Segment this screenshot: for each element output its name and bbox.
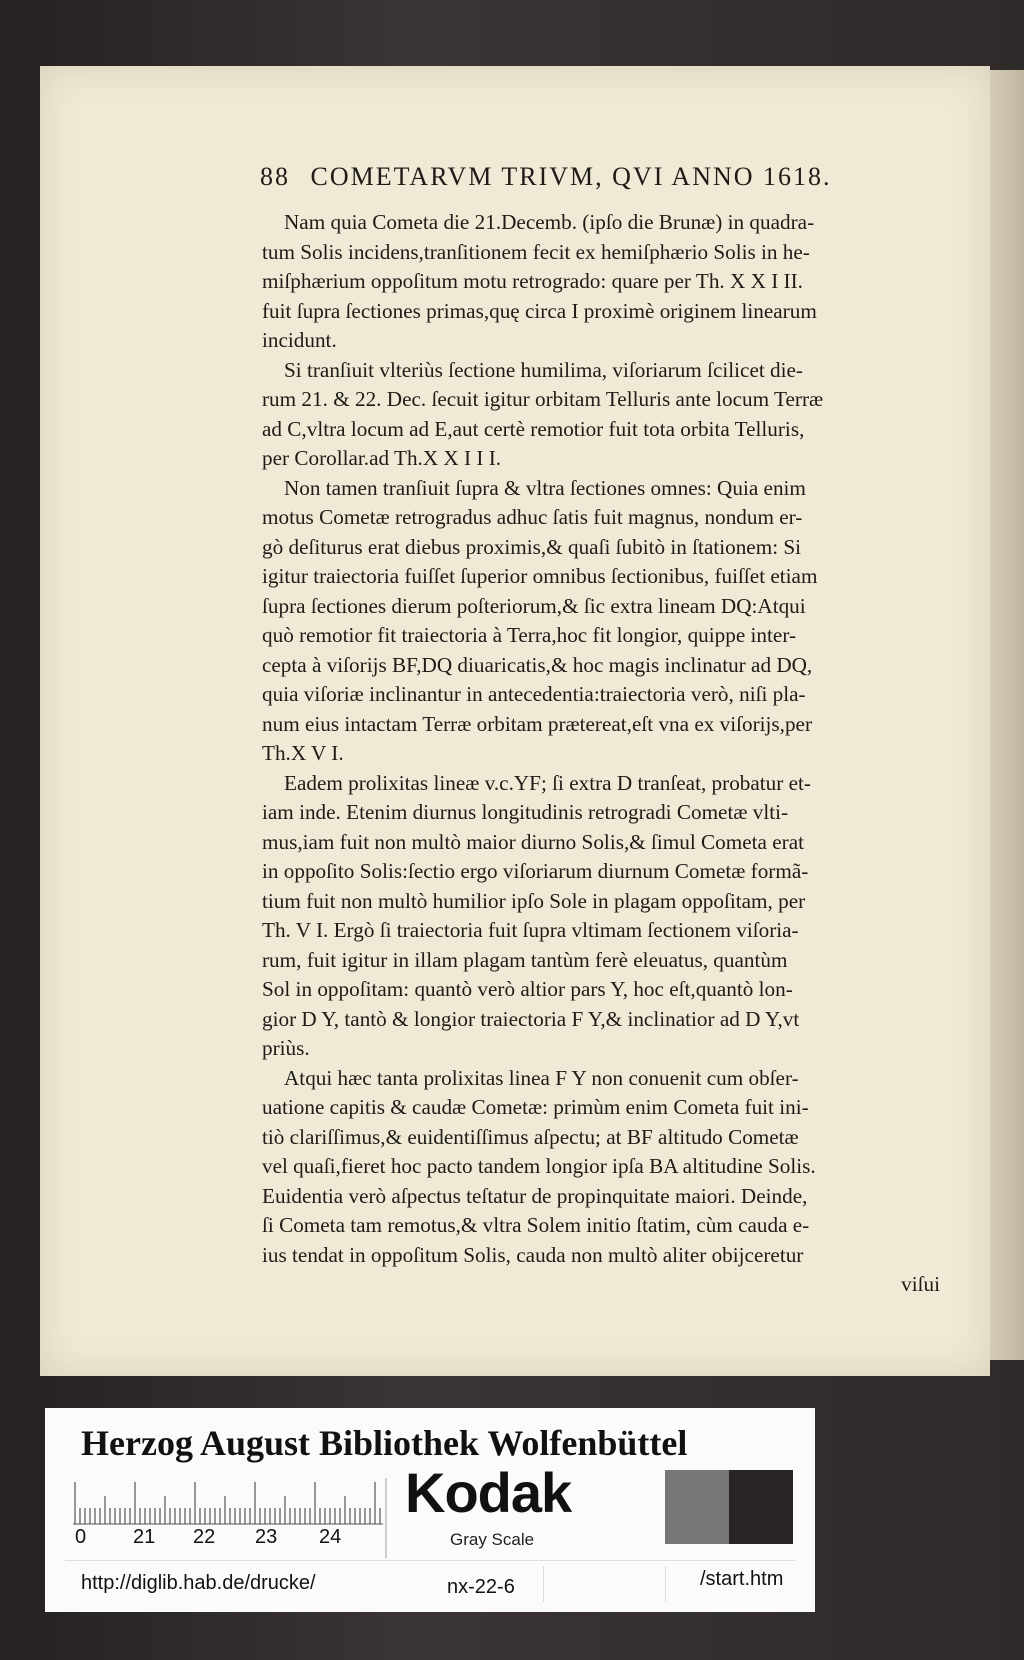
text-line: incidunt. xyxy=(262,328,337,352)
ruler-number: 21 xyxy=(133,1526,156,1548)
kodak-logo: Kodak xyxy=(405,1461,572,1524)
text-line: ius tendat in oppoſitum Solis, cauda non multò aliter obijceretur xyxy=(262,1242,804,1267)
text-line: quò remotior fit traiectoria à Terra,hoc fit longior, quippe inter- xyxy=(262,623,796,647)
running-title: COMETARVM TRIVM, QVI ANNO 1618. xyxy=(310,162,832,191)
ruler-number: 24 xyxy=(319,1526,342,1548)
text-line: in oppoſito Solis:ſectio ergo viſoriarum diurnum Cometæ formã- xyxy=(262,859,809,883)
divider xyxy=(543,1566,544,1602)
ruler-number: 22 xyxy=(193,1526,216,1548)
color-target-card xyxy=(45,1408,815,1612)
text-line: motus Cometæ retrogradus adhuc ſatis fuit magnus, nondum er- xyxy=(262,505,803,529)
text-line: tum Solis incidens,tranſitionem fecit ex hemiſphærio Solis in he- xyxy=(262,239,810,264)
start-page-path: /start.htm xyxy=(700,1568,784,1590)
text-line: Th. V I. Ergò ſi traiectoria fuit ſupra vltimam ſectionem viſoria- xyxy=(262,918,799,942)
source-url: http://diglib.hab.de/drucke/ xyxy=(81,1572,316,1594)
text-line: iam inde. Etenim diurnus longitudinis retrogradi Cometæ vlti- xyxy=(262,800,789,824)
text-line: vel quaſi,fieret hoc pacto tandem longior ipſa BA altitudine Solis. xyxy=(262,1154,816,1178)
page-number: 88 xyxy=(260,162,290,191)
text-line: Eadem prolixitas lineæ v.c.YF; ſi extra D tranſeat, probatur et- xyxy=(284,770,811,795)
text-line: Atqui hæc tanta prolixitas linea F Y non conuenit cum obſer- xyxy=(284,1065,799,1090)
catchword: viſui xyxy=(901,1272,940,1296)
text-line: Sol in oppoſitam: quantò verò altior pars Y, hoc eſt,quantò lon- xyxy=(262,977,793,1001)
text-line: tiò clariſſimus,& euidentiſſimus aſpectu; at BF altitudo Cometæ xyxy=(262,1124,799,1149)
text-line: Euidentia verò aſpectus teſtatur de propinquitate maiori. Deinde, xyxy=(262,1183,808,1208)
divider xyxy=(385,1478,387,1558)
text-line: gior D Y, tantò & longior traiectoria F Y,& inclinatior ad D Y,vt xyxy=(262,1006,800,1031)
text-line: gò deſiturus erat diebus proximis,& quaſi ſubitò in ſtationem: Si xyxy=(262,534,802,559)
ruler-number: 0 xyxy=(75,1526,87,1548)
library-title: Herzog August Bibliothek Wolfenbüttel xyxy=(81,1423,688,1463)
gray-scale-label: Gray Scale xyxy=(450,1530,535,1549)
text-line: num eius intactam Terræ orbitam prætereat,eſt vna ex viſorijs,per xyxy=(262,711,813,736)
text-line: per Corollar.ad Th.X X I I I. xyxy=(262,446,502,470)
page-heading xyxy=(260,162,920,192)
divider xyxy=(65,1560,795,1561)
dark-swatch xyxy=(729,1470,793,1544)
text-line: ſi Cometa tam remotus,& vltra Solem initio ſtatim, cùm cauda e- xyxy=(262,1213,810,1237)
text-line: igitur traiectoria fuiſſet ſuperior omnibus ſectionibus, fuiſſet etiam xyxy=(262,564,818,588)
ruler-scale xyxy=(73,1474,383,1534)
text-line: ſupra ſectiones dierum poſteriorum,& ſic extra lineam DQ:Atqui xyxy=(262,593,806,618)
text-line: Non tamen tranſiuit ſupra & vltra ſectiones omnes: Quia enim xyxy=(284,475,806,500)
text-line: cepta à viſorijs BF,DQ diuaricatis,& hoc magis inclinatur ad DQ, xyxy=(262,652,813,677)
text-line: mus,iam fuit non multò maior diurno Solis,& ſimul Cometa erat xyxy=(262,829,804,854)
text-line: Si tranſiuit vlteriùs ſectione humilima, viſoriarum ſcilicet die- xyxy=(284,357,803,382)
text-line: rum 21. & 22. Dec. ſecuit igitur orbitam Telluris ante locum Terræ xyxy=(262,387,824,411)
shelfmark-code: nx-22-6 xyxy=(447,1576,515,1598)
ruler-number: 23 xyxy=(255,1526,278,1548)
text-line: ad C,vltra locum ad E,aut certè remotior fuit tota orbita Telluris, xyxy=(262,416,805,441)
text-line: Th.X V I. xyxy=(262,741,344,765)
text-line: priùs. xyxy=(262,1036,310,1060)
text-line: tium fuit non multò humilior ipſo Sole in plagam oppoſitam, per xyxy=(262,888,806,913)
divider xyxy=(665,1566,666,1602)
text-line: Nam quia Cometa die 21.Decemb. (ipſo die Brunæ) in quadra- xyxy=(284,210,815,234)
text-line: quia viſoriæ inclinantur in antecedentia:traiectoria verò, niſi pla- xyxy=(262,682,806,706)
text-line: uatione capitis & caudæ Cometæ: primùm enim Cometa fuit ini- xyxy=(262,1095,809,1119)
gray-swatch xyxy=(665,1470,729,1544)
body-text xyxy=(262,208,940,1300)
text-line: fuit ſupra ſectiones primas,quę circa I proximè originem linearum xyxy=(262,298,817,323)
ruler-numbers xyxy=(73,1526,403,1556)
text-line: rum, fuit igitur in illam plagam tantùm ferè eleuatus, quantùm xyxy=(262,947,788,972)
text-line: miſphærium oppoſitum motu retrogrado: quare per Th. X X I II. xyxy=(262,269,803,293)
